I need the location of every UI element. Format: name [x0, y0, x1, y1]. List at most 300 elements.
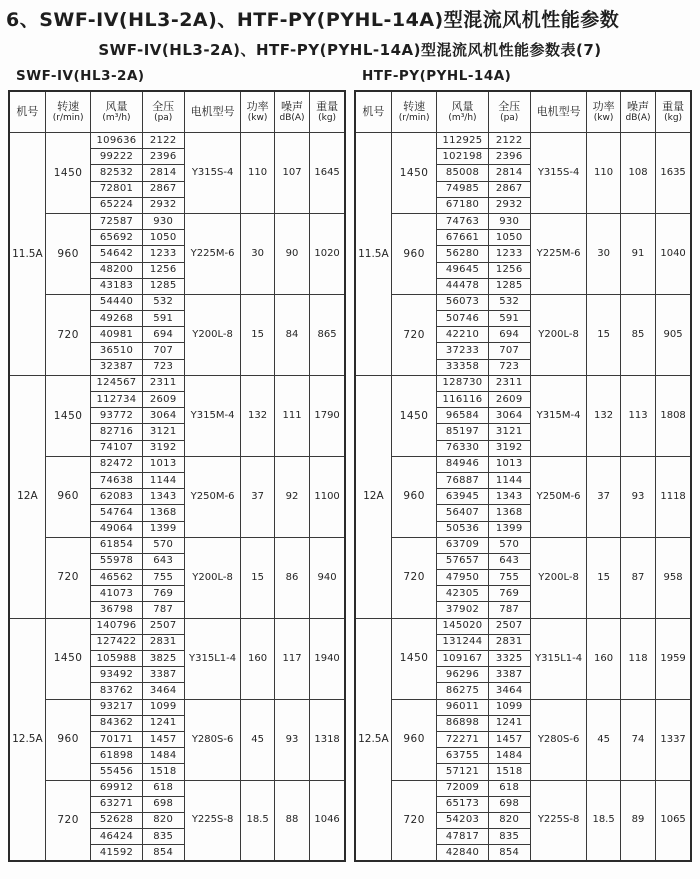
- pressure-cell: 3325: [488, 651, 530, 667]
- header-line2: (r/min): [52, 113, 84, 124]
- power-cell: 110: [587, 133, 621, 214]
- pressure-cell: 2122: [142, 133, 184, 149]
- power-cell: 15: [587, 294, 621, 375]
- motor-cell: Y250M-6: [184, 456, 240, 537]
- flow-cell: 47950: [437, 570, 488, 586]
- pressure-cell: 2831: [488, 634, 530, 650]
- pressure-cell: 707: [488, 343, 530, 359]
- swf-performance-table: [8, 90, 346, 862]
- header-line1: 全压: [152, 100, 175, 113]
- table-row: [9, 699, 345, 715]
- table-row: [355, 294, 691, 310]
- motor-cell: Y200L-8: [184, 537, 240, 618]
- pressure-cell: 2507: [488, 618, 530, 634]
- flow-cell: 112734: [91, 392, 142, 408]
- flow-cell: 49268: [91, 311, 142, 327]
- noise-cell: 111: [274, 375, 309, 456]
- flow-cell: 41592: [91, 845, 142, 862]
- header-row: [9, 91, 345, 133]
- flow-cell: 74107: [91, 440, 142, 456]
- pressure-cell: 769: [488, 586, 530, 602]
- pressure-cell: 854: [142, 845, 184, 862]
- pressure-cell: 1368: [142, 505, 184, 521]
- header-line2: (r/min): [398, 113, 430, 124]
- weight-cell: 1020: [310, 213, 345, 294]
- header-line1: 全压: [498, 100, 521, 113]
- noise-cell: 93: [274, 699, 309, 780]
- speed-cell: 960: [45, 456, 91, 537]
- pressure-cell: 854: [488, 845, 530, 862]
- flow-cell: 72587: [91, 213, 142, 229]
- flow-cell: 54440: [91, 294, 142, 310]
- speed-cell: 720: [391, 780, 437, 861]
- table-row: [9, 537, 345, 553]
- header-line2: (kg): [664, 113, 683, 124]
- flow-cell: 63755: [437, 748, 488, 764]
- pressure-cell: 570: [142, 537, 184, 553]
- pressure-cell: 1099: [142, 699, 184, 715]
- pressure-cell: 3064: [142, 408, 184, 424]
- table-row: [9, 213, 345, 229]
- pressure-cell: 1484: [142, 748, 184, 764]
- flow-cell: 63709: [437, 537, 488, 553]
- pressure-cell: 1050: [142, 230, 184, 246]
- pressure-cell: 3825: [142, 651, 184, 667]
- pressure-cell: 2867: [142, 181, 184, 197]
- header-line1: 重量: [316, 100, 339, 113]
- flow-cell: 127422: [91, 634, 142, 650]
- flow-cell: 48200: [91, 262, 142, 278]
- flow-cell: 56407: [437, 505, 488, 521]
- flow-cell: 50746: [437, 311, 488, 327]
- speed-cell: 720: [45, 537, 91, 618]
- pressure-cell: 2867: [488, 181, 530, 197]
- flow-cell: 57121: [437, 764, 488, 780]
- weight-cell: 1635: [656, 133, 691, 214]
- pressure-cell: 2609: [488, 392, 530, 408]
- flow-cell: 54764: [91, 505, 142, 521]
- table-label-htf: HTF-PY(PYHL-14A): [362, 68, 512, 84]
- page-title: 6、SWF-IV(HL3-2A)、HTF-PY(PYHL-14A)型混流风机性能参数: [6, 9, 620, 31]
- weight-cell: 1046: [310, 780, 345, 861]
- flow-cell: 52628: [91, 812, 142, 828]
- flow-cell: 37902: [437, 602, 488, 618]
- motor-cell: Y280S-6: [184, 699, 240, 780]
- flow-cell: 74763: [437, 213, 488, 229]
- noise-cell: 113: [620, 375, 655, 456]
- header-line1: 转速: [57, 100, 80, 113]
- col-header-weight: [310, 91, 345, 133]
- power-cell: 37: [587, 456, 621, 537]
- flow-cell: 46562: [91, 570, 142, 586]
- pressure-cell: 820: [488, 812, 530, 828]
- noise-cell: 89: [620, 780, 655, 861]
- flow-cell: 105988: [91, 651, 142, 667]
- flow-cell: 62083: [91, 489, 142, 505]
- size-cell: 12.5A: [9, 618, 45, 861]
- header-line1: 转速: [403, 100, 426, 113]
- speed-cell: 960: [391, 213, 437, 294]
- noise-cell: 84: [274, 294, 309, 375]
- col-header-pressure: [142, 91, 184, 133]
- col-header-size: [355, 91, 391, 133]
- flow-cell: 65224: [91, 197, 142, 213]
- pressure-cell: 787: [488, 602, 530, 618]
- motor-cell: Y200L-8: [530, 537, 586, 618]
- pressure-cell: 643: [142, 553, 184, 569]
- speed-cell: 720: [45, 780, 91, 861]
- pressure-cell: 618: [488, 780, 530, 796]
- motor-cell: Y225S-8: [530, 780, 586, 861]
- header-line1: 风量: [451, 100, 474, 113]
- weight-cell: 1645: [310, 133, 345, 214]
- pressure-cell: 3387: [142, 667, 184, 683]
- noise-cell: 87: [620, 537, 655, 618]
- flow-cell: 37233: [437, 343, 488, 359]
- flow-cell: 65173: [437, 796, 488, 812]
- pressure-cell: 787: [142, 602, 184, 618]
- table-row: [355, 213, 691, 229]
- table-block-htf: [354, 68, 692, 862]
- tables-row: [0, 68, 700, 862]
- header-line1: 机号: [362, 105, 385, 119]
- pressure-cell: 1399: [488, 521, 530, 537]
- flow-cell: 124567: [91, 375, 142, 391]
- flow-cell: 50536: [437, 521, 488, 537]
- table-row: [355, 375, 691, 391]
- pressure-cell: 3464: [488, 683, 530, 699]
- pressure-cell: 1457: [488, 731, 530, 747]
- flow-cell: 56073: [437, 294, 488, 310]
- header-line2: (pa): [500, 113, 519, 124]
- col-header-noise: [274, 91, 309, 133]
- motor-cell: Y315S-4: [530, 133, 586, 214]
- pressure-cell: 1518: [488, 764, 530, 780]
- speed-cell: 1450: [45, 133, 91, 214]
- weight-cell: 1959: [656, 618, 691, 699]
- pressure-cell: 835: [488, 829, 530, 845]
- flow-cell: 63945: [437, 489, 488, 505]
- flow-cell: 54203: [437, 812, 488, 828]
- table-block-swf: [8, 68, 346, 862]
- weight-cell: 1040: [656, 213, 691, 294]
- power-cell: 132: [587, 375, 621, 456]
- col-header-motor: [184, 91, 240, 133]
- header-line2: (pa): [154, 113, 173, 124]
- flow-cell: 109167: [437, 651, 488, 667]
- noise-cell: 93: [620, 456, 655, 537]
- power-cell: 45: [241, 699, 275, 780]
- flow-cell: 96584: [437, 408, 488, 424]
- header-line2: dB(A): [279, 113, 305, 124]
- flow-cell: 82472: [91, 456, 142, 472]
- motor-cell: Y280S-6: [530, 699, 586, 780]
- table-label-swf: SWF-IV(HL3-2A): [16, 68, 145, 84]
- pressure-cell: 755: [142, 570, 184, 586]
- flow-cell: 36510: [91, 343, 142, 359]
- table-row: [355, 133, 691, 149]
- power-cell: 15: [241, 537, 275, 618]
- flow-cell: 86275: [437, 683, 488, 699]
- pressure-cell: 698: [488, 796, 530, 812]
- flow-cell: 84362: [91, 715, 142, 731]
- speed-cell: 960: [391, 456, 437, 537]
- speed-cell: 1450: [391, 375, 437, 456]
- pressure-cell: 1144: [142, 472, 184, 488]
- pressure-cell: 1013: [488, 456, 530, 472]
- size-cell: 12.5A: [355, 618, 391, 861]
- noise-cell: 85: [620, 294, 655, 375]
- header-line1: 风量: [105, 100, 128, 113]
- table-row: [9, 618, 345, 634]
- flow-cell: 49064: [91, 521, 142, 537]
- pressure-cell: 2609: [142, 392, 184, 408]
- weight-cell: 940: [310, 537, 345, 618]
- pressure-cell: 694: [488, 327, 530, 343]
- flow-cell: 140796: [91, 618, 142, 634]
- pressure-cell: 1343: [488, 489, 530, 505]
- header-line2: (kw): [593, 113, 614, 124]
- pressure-cell: 707: [142, 343, 184, 359]
- col-header-flow: [91, 91, 142, 133]
- weight-cell: 1790: [310, 375, 345, 456]
- speed-cell: 1450: [45, 375, 91, 456]
- noise-cell: 91: [620, 213, 655, 294]
- motor-cell: Y200L-8: [530, 294, 586, 375]
- pressure-cell: 570: [488, 537, 530, 553]
- pressure-cell: 532: [142, 294, 184, 310]
- pressure-cell: 1050: [488, 230, 530, 246]
- flow-cell: 99222: [91, 149, 142, 165]
- flow-cell: 93772: [91, 408, 142, 424]
- noise-cell: 107: [274, 133, 309, 214]
- noise-cell: 108: [620, 133, 655, 214]
- pressure-cell: 532: [488, 294, 530, 310]
- weight-cell: 1337: [656, 699, 691, 780]
- flow-cell: 102198: [437, 149, 488, 165]
- power-cell: 110: [241, 133, 275, 214]
- htf-performance-table: [354, 90, 692, 862]
- pressure-cell: 1256: [488, 262, 530, 278]
- pressure-cell: 820: [142, 812, 184, 828]
- pressure-cell: 3387: [488, 667, 530, 683]
- table-row: [9, 133, 345, 149]
- weight-cell: 1065: [656, 780, 691, 861]
- flow-cell: 82716: [91, 424, 142, 440]
- pressure-cell: 1399: [142, 521, 184, 537]
- flow-cell: 61898: [91, 748, 142, 764]
- table-row: [9, 294, 345, 310]
- pressure-cell: 1518: [142, 764, 184, 780]
- power-cell: 132: [241, 375, 275, 456]
- flow-cell: 47817: [437, 829, 488, 845]
- pressure-cell: 2396: [488, 149, 530, 165]
- pressure-cell: 694: [142, 327, 184, 343]
- pressure-cell: 2311: [142, 375, 184, 391]
- table-row: [9, 780, 345, 796]
- pressure-cell: 2831: [142, 634, 184, 650]
- table-row: [355, 456, 691, 472]
- weight-cell: 1100: [310, 456, 345, 537]
- speed-cell: 720: [45, 294, 91, 375]
- motor-cell: Y225M-6: [530, 213, 586, 294]
- pressure-cell: 2396: [142, 149, 184, 165]
- flow-cell: 61854: [91, 537, 142, 553]
- pressure-cell: 3064: [488, 408, 530, 424]
- power-cell: 30: [241, 213, 275, 294]
- flow-cell: 49645: [437, 262, 488, 278]
- size-cell: 12A: [9, 375, 45, 618]
- flow-cell: 40981: [91, 327, 142, 343]
- weight-cell: 958: [656, 537, 691, 618]
- header-line1: 功率: [592, 100, 615, 113]
- motor-cell: Y250M-6: [530, 456, 586, 537]
- col-header-size: [9, 91, 45, 133]
- col-header-weight: [656, 91, 691, 133]
- flow-cell: 32387: [91, 359, 142, 375]
- noise-cell: 90: [274, 213, 309, 294]
- motor-cell: Y225S-8: [184, 780, 240, 861]
- flow-cell: 96296: [437, 667, 488, 683]
- table-row: [355, 780, 691, 796]
- pressure-cell: 1233: [488, 246, 530, 262]
- noise-cell: 88: [274, 780, 309, 861]
- weight-cell: 1318: [310, 699, 345, 780]
- speed-cell: 960: [391, 699, 437, 780]
- power-cell: 30: [587, 213, 621, 294]
- speed-cell: 720: [391, 537, 437, 618]
- pressure-cell: 2311: [488, 375, 530, 391]
- pressure-cell: 755: [488, 570, 530, 586]
- pressure-cell: 643: [488, 553, 530, 569]
- header-line1: 机号: [16, 105, 39, 119]
- pressure-cell: 591: [488, 311, 530, 327]
- weight-cell: 865: [310, 294, 345, 375]
- pressure-cell: 2122: [488, 133, 530, 149]
- header-line2: (kw): [247, 113, 268, 124]
- pressure-cell: 591: [142, 311, 184, 327]
- flow-cell: 72271: [437, 731, 488, 747]
- pressure-cell: 723: [488, 359, 530, 375]
- pressure-cell: 1343: [142, 489, 184, 505]
- flow-cell: 44478: [437, 278, 488, 294]
- flow-cell: 69912: [91, 780, 142, 796]
- flow-cell: 82532: [91, 165, 142, 181]
- pressure-cell: 698: [142, 796, 184, 812]
- noise-cell: 74: [620, 699, 655, 780]
- motor-cell: Y225M-6: [184, 213, 240, 294]
- col-header-motor: [530, 91, 586, 133]
- flow-cell: 85197: [437, 424, 488, 440]
- flow-cell: 145020: [437, 618, 488, 634]
- pressure-cell: 1457: [142, 731, 184, 747]
- pressure-cell: 2814: [142, 165, 184, 181]
- power-cell: 160: [587, 618, 621, 699]
- table-row: [9, 375, 345, 391]
- flow-cell: 93492: [91, 667, 142, 683]
- header-line1: 噪声: [627, 100, 650, 113]
- speed-cell: 1450: [391, 618, 437, 699]
- flow-cell: 72801: [91, 181, 142, 197]
- col-header-pressure: [488, 91, 530, 133]
- col-header-power: [587, 91, 621, 133]
- flow-cell: 128730: [437, 375, 488, 391]
- motor-cell: Y200L-8: [184, 294, 240, 375]
- flow-cell: 55978: [91, 553, 142, 569]
- flow-cell: 36798: [91, 602, 142, 618]
- size-cell: 11.5A: [9, 133, 45, 376]
- pressure-cell: 618: [142, 780, 184, 796]
- col-header-noise: [620, 91, 655, 133]
- flow-cell: 76887: [437, 472, 488, 488]
- table-row: [9, 456, 345, 472]
- table-row: [355, 537, 691, 553]
- speed-cell: 960: [45, 699, 91, 780]
- flow-cell: 67661: [437, 230, 488, 246]
- flow-cell: 67180: [437, 197, 488, 213]
- pressure-cell: 2507: [142, 618, 184, 634]
- power-cell: 37: [241, 456, 275, 537]
- header-line2: (kg): [318, 113, 337, 124]
- pressure-cell: 3121: [142, 424, 184, 440]
- flow-cell: 86898: [437, 715, 488, 731]
- power-cell: 15: [241, 294, 275, 375]
- header-line2: (m³/h): [102, 113, 131, 124]
- col-header-speed: [45, 91, 91, 133]
- flow-cell: 74985: [437, 181, 488, 197]
- speed-cell: 1450: [391, 133, 437, 214]
- pressure-cell: 1013: [142, 456, 184, 472]
- pressure-cell: 1256: [142, 262, 184, 278]
- noise-cell: 86: [274, 537, 309, 618]
- pressure-cell: 1099: [488, 699, 530, 715]
- flow-cell: 57657: [437, 553, 488, 569]
- motor-cell: Y315L1-4: [184, 618, 240, 699]
- flow-cell: 109636: [91, 133, 142, 149]
- speed-cell: 960: [45, 213, 91, 294]
- flow-cell: 54642: [91, 246, 142, 262]
- flow-cell: 84946: [437, 456, 488, 472]
- size-cell: 12A: [355, 375, 391, 618]
- weight-cell: 1940: [310, 618, 345, 699]
- flow-cell: 33358: [437, 359, 488, 375]
- pressure-cell: 1233: [142, 246, 184, 262]
- pressure-cell: 1144: [488, 472, 530, 488]
- col-header-speed: [391, 91, 437, 133]
- flow-cell: 46424: [91, 829, 142, 845]
- speed-cell: 1450: [45, 618, 91, 699]
- header-line1: 重量: [662, 100, 685, 113]
- power-cell: 18.5: [241, 780, 275, 861]
- flow-cell: 76330: [437, 440, 488, 456]
- flow-cell: 42305: [437, 586, 488, 602]
- speed-cell: 720: [391, 294, 437, 375]
- page-subtitle: SWF-IV(HL3-2A)、HTF-PY(PYHL-14A)型混流风机性能参数表(7): [98, 41, 602, 59]
- pressure-cell: 3121: [488, 424, 530, 440]
- flow-cell: 83762: [91, 683, 142, 699]
- noise-cell: 118: [620, 618, 655, 699]
- flow-cell: 112925: [437, 133, 488, 149]
- flow-cell: 65692: [91, 230, 142, 246]
- header-line1: 功率: [246, 100, 269, 113]
- pressure-cell: 2932: [142, 197, 184, 213]
- flow-cell: 85008: [437, 165, 488, 181]
- table-row: [355, 699, 691, 715]
- flow-cell: 55456: [91, 764, 142, 780]
- pressure-cell: 1285: [142, 278, 184, 294]
- flow-cell: 93217: [91, 699, 142, 715]
- pressure-cell: 930: [488, 213, 530, 229]
